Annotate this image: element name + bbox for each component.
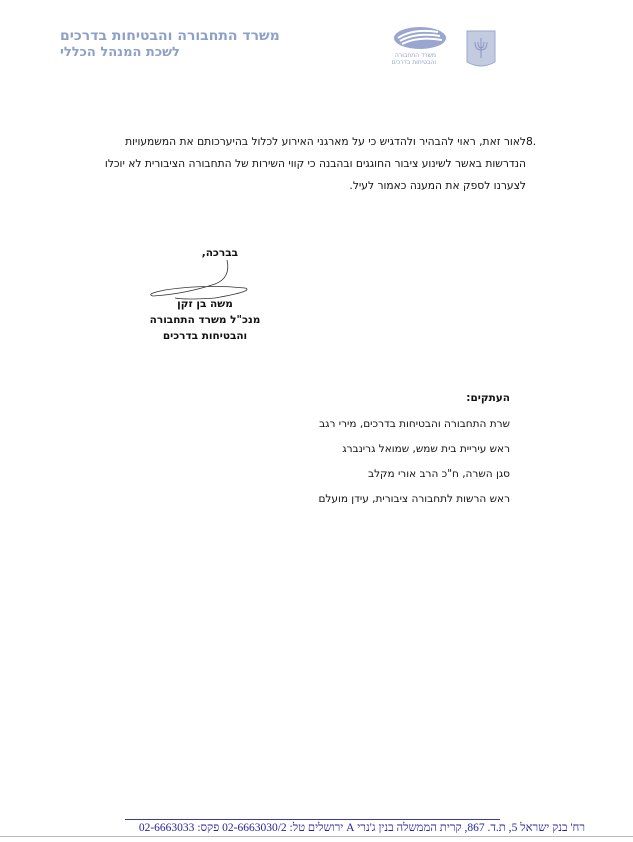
body-paragraph: לאור זאת, ראוי להבהיר ולהדגיש כי על מארגני האירוע לכלול בהיערכותם את המשמעויות הנדרשות באשר לשינוע ציבור החוגגים ובהבנה כי קווי השירות של התחבורה הציבורית לא יוכלו לצערנו לספק את המענה כאמור לעיל. xyxy=(104,135,526,192)
ministry-logo-icon xyxy=(388,26,448,74)
item-number: 8. xyxy=(526,135,537,148)
copy-recipient: ראש עיריית בית שמש, שמואל גרינברג xyxy=(342,443,510,455)
copy-recipient: שרת התחבורה והבטיחות בדרכים, מירי רגב xyxy=(319,418,510,430)
office-subtitle: לשכת המנהל הכללי xyxy=(60,45,180,60)
copies-heading: העתקים: xyxy=(466,392,510,404)
state-emblem-icon xyxy=(466,30,496,70)
logo-caption: משרד התחבורה והבטיחות בדרכים xyxy=(391,52,436,66)
ministry-title: משרד התחבורה והבטיחות בדרכים xyxy=(60,28,280,44)
copy-recipient: סגן השרה, ח"כ הרב אורי מקלב xyxy=(368,468,510,480)
footer-divider xyxy=(125,819,500,820)
signatory-name: משה בן זקן xyxy=(177,298,233,310)
page-edge xyxy=(0,836,633,837)
signatory-title-2: והבטיחות בדרכים xyxy=(162,330,248,342)
handwritten-signature xyxy=(145,258,265,303)
footer-address: רח' בנק ישראל 5, ת.ד. 867, קרית הממשלה בנין ג'נרי A ירושלים טל: 02-6663030/2 פקס: 02-6663033 xyxy=(138,822,585,834)
greeting: בברכה, xyxy=(201,247,238,259)
copy-recipient: ראש הרשות לתחבורה ציבורית, עידן מועלם xyxy=(318,493,510,505)
signatory-title: מנכ"ל משרד התחבורה xyxy=(149,314,261,326)
